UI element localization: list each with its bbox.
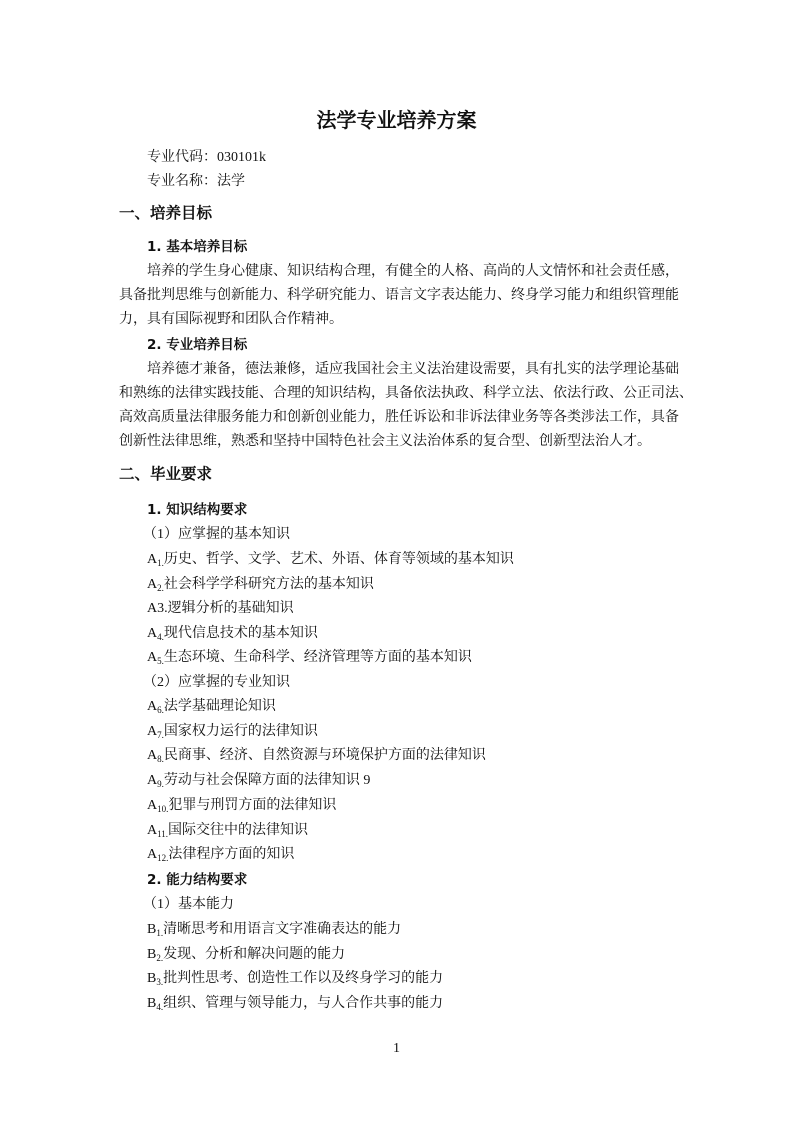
item-letter: B	[147, 971, 157, 986]
label-basic-knowledge: （1）应掌握的基本知识	[143, 527, 290, 542]
item-number: 3.	[156, 977, 164, 987]
requirement-item	[147, 722, 318, 742]
requirement-item	[147, 994, 443, 1014]
item-letter: A	[147, 723, 158, 739]
item-letter: A	[147, 797, 158, 813]
section-heading-requirements: 二、毕业要求	[119, 465, 213, 483]
subheading-professional-goals: 2. 专业培养目标	[147, 337, 248, 353]
paragraph-line: 力，具有国际视野和团队合作精神。	[119, 312, 343, 327]
paragraph-line: 具备批判思维与创新能力、科学研究能力、语言文字表达能力、终身学习能力和组织管理能	[119, 288, 679, 303]
item-text: 犯罪与刑罚方面的法律知识	[168, 797, 337, 813]
item-letter: A	[147, 748, 158, 764]
item-text: 批判性思考、创造性工作以及终身学习的能力	[163, 971, 444, 986]
item-text: 法律程序方面的知识	[168, 847, 295, 863]
item-number: 6.	[157, 705, 164, 715]
requirement-item	[147, 624, 318, 644]
paragraph-line: 培养的学生身心健康、知识结构合理，有健全的人格、高尚的人文情怀和社会责任感，	[119, 264, 679, 279]
subheading-ability: 2. 能力结构要求	[147, 872, 248, 888]
requirement-item	[147, 599, 294, 619]
paragraph-line: 和熟练的法律实践技能、合理的知识结构，具备依法执政、科学立法、依法行政、公正司法、	[119, 386, 693, 401]
item-number: 1.	[157, 558, 164, 568]
item-letter: A	[147, 847, 158, 863]
item-letter: A	[147, 822, 158, 838]
item-letter: B	[147, 946, 157, 962]
item-number: 2.	[157, 582, 164, 593]
item-letter: A	[147, 552, 158, 567]
item-letter: A	[147, 576, 158, 592]
requirement-item	[147, 920, 401, 940]
requirement-item	[147, 796, 336, 816]
paragraph-basic-goals	[119, 260, 679, 332]
requirement-item	[147, 746, 486, 766]
paragraph-professional-goals	[119, 358, 693, 454]
item-letter: B	[147, 995, 157, 1011]
label-professional-knowledge: （2）应掌握的专业知识	[143, 675, 290, 690]
subheading-basic-goals: 1. 基本培养目标	[147, 239, 248, 255]
item-text: 逻辑分析的基础知识	[167, 601, 294, 616]
item-number: 9.	[157, 779, 164, 790]
item-letter: A	[147, 650, 158, 665]
item-letter: B	[147, 922, 157, 937]
item-number: 11.	[157, 828, 169, 839]
major-code: 专业代码：030101k	[147, 150, 266, 165]
requirement-item	[147, 945, 345, 965]
item-letter: A3.	[147, 601, 168, 616]
paragraph-line: 创新性法律思维，熟悉和坚持中国特色社会主义法治体系的复合型、创新型法治人才。	[119, 434, 651, 449]
requirement-item	[147, 821, 308, 841]
item-letter: A	[147, 773, 158, 789]
item-number: 12.	[157, 853, 169, 864]
item-text: 发现、分析和解决问题的能力	[163, 946, 346, 962]
item-text: 国家权力运行的法律知识	[163, 723, 318, 739]
item-letter: A	[147, 625, 158, 641]
paragraph-line: 培养德才兼备，德法兼修，适应我国社会主义法治建设需要，具有扎实的法学理论基础	[119, 362, 679, 377]
requirement-item	[147, 575, 374, 595]
requirement-item	[147, 550, 514, 570]
item-text: 劳动与社会保障方面的法律知识 9	[163, 773, 371, 789]
requirement-item	[147, 697, 276, 717]
item-number: 4.	[157, 631, 164, 642]
label-basic-ability: （1）基本能力	[143, 897, 234, 912]
item-letter: A	[147, 699, 158, 714]
item-number: 2.	[156, 952, 164, 963]
item-number: 8.	[157, 754, 164, 765]
requirement-item	[147, 771, 370, 791]
document-title: 法学专业培养方案	[316, 108, 477, 132]
item-number: 1.	[156, 928, 164, 938]
requirement-item	[147, 845, 294, 865]
item-number: 7.	[157, 729, 164, 740]
item-text: 历史、哲学、文学、艺术、外语、体育等领域的基本知识	[163, 552, 514, 567]
requirement-item	[147, 969, 443, 989]
item-text: 民商事、经济、自然资源与环境保护方面的法律知识	[163, 748, 486, 764]
item-number: 5.	[157, 656, 164, 666]
item-text: 清晰思考和用语言文字准确表达的能力	[163, 922, 402, 937]
major-name: 专业名称：法学	[147, 174, 245, 189]
item-text: 现代信息技术的基本知识	[163, 625, 318, 641]
item-text: 生态环境、生命科学、经济管理等方面的基本知识	[163, 650, 472, 665]
item-text: 组织、管理与领导能力，与人合作共事的能力	[163, 995, 444, 1011]
item-number: 4.	[156, 1001, 164, 1012]
requirement-item	[147, 648, 472, 668]
page-number: 1	[393, 1041, 400, 1056]
item-text: 法学基础理论知识	[163, 699, 276, 714]
subheading-knowledge: 1. 知识结构要求	[147, 502, 248, 518]
item-text: 社会科学学科研究方法的基本知识	[163, 576, 374, 592]
item-text: 国际交往中的法律知识	[168, 822, 309, 838]
section-heading-goals: 一、培养目标	[119, 204, 213, 222]
item-number: 10.	[157, 803, 169, 814]
paragraph-line: 高效高质量法律服务能力和创新创业能力，胜任诉讼和非诉法律业务等各类涉法工作，具备	[119, 410, 679, 425]
